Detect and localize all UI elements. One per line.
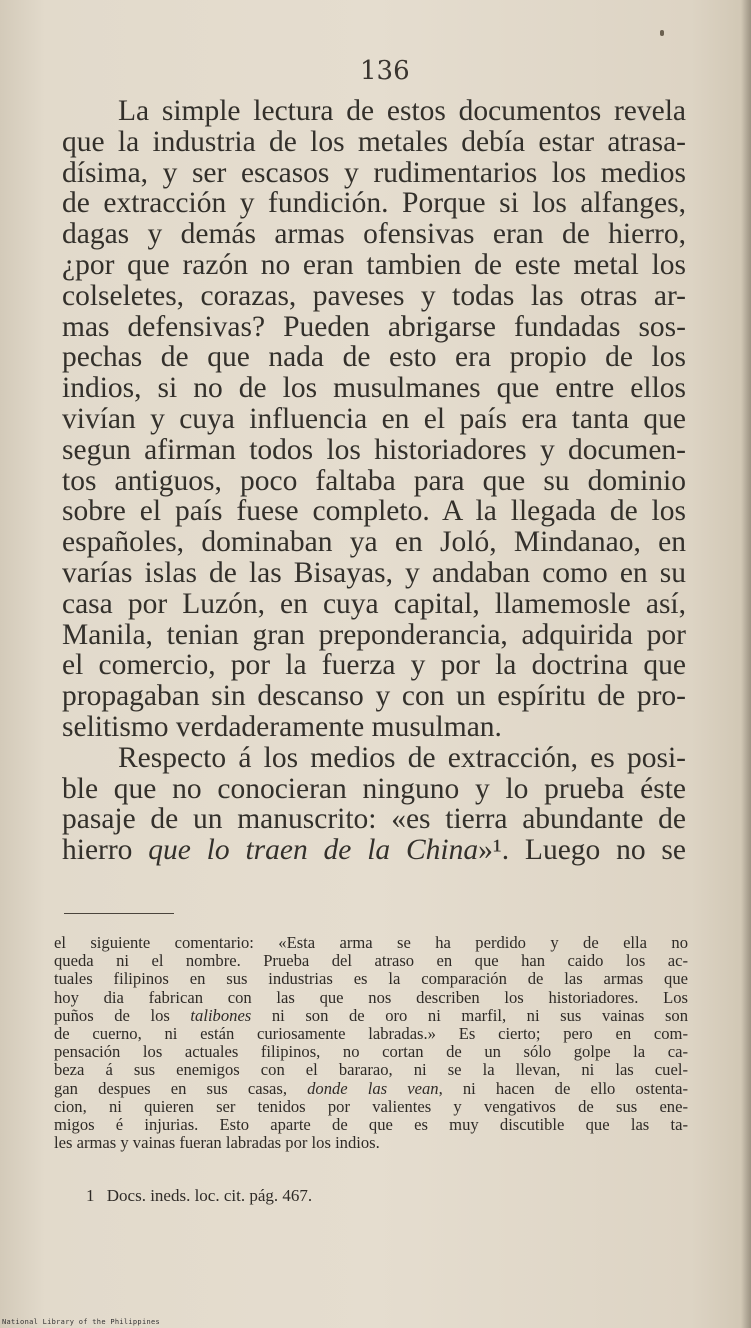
paragraph-1-line: indios, si no de los musulmanes que entre ellos — [62, 372, 686, 405]
footnote-italic: talibones — [190, 1005, 252, 1025]
footnote-line — [54, 1098, 688, 1116]
paragraph-1-line: vivían y cuya influencia en el país era tanta que — [62, 402, 686, 435]
footnote-text-run: , ni hacen de ello ostenta- — [438, 1078, 688, 1098]
paragraph-1-line: de extracción y fundición. Porque si los alfanges, — [62, 187, 686, 220]
footnote-line — [54, 1007, 688, 1025]
footnote-reference — [86, 1186, 320, 1206]
page-number: 136 — [360, 56, 410, 86]
paragraph-1-line: Manila, tenian gran preponderancia, adquirida por — [62, 618, 686, 651]
reference-number: 1 — [86, 1186, 95, 1205]
footnote-line — [54, 934, 688, 952]
footnote-line — [54, 952, 688, 970]
paragraph-2-line: Respecto á los medios de extracción, es posi- — [118, 741, 686, 774]
paragraph-1-line: mas defensivas? Pueden abrigarse fundadas sos- — [62, 310, 686, 343]
paragraph-2-line: pasaje de un manuscrito: «es tierra abundante de — [62, 803, 686, 836]
library-credit: National Library of the Philippines — [2, 1318, 161, 1326]
paragraph-2 — [62, 743, 686, 866]
paragraph-1-line: propagaban sin descanso y con un espíritu de pro- — [62, 680, 686, 713]
line-text: hierro — [62, 834, 149, 867]
footnote-text-run: cion, ni quieren ser tenidos por valientes y vengativos de sus ene- — [54, 1096, 688, 1116]
paragraph-1-line: dagas y demás armas ofensivas eran de hierro, — [62, 218, 686, 251]
footnote-line — [54, 1025, 688, 1043]
footnote-line — [54, 1116, 688, 1134]
footnote-divider — [64, 913, 174, 914]
paragraph-1-line: que la industria de los metales debía estar atrasa- — [62, 125, 686, 158]
footnote-line — [54, 1134, 688, 1152]
footnote-text-run: tuales filipinos en sus industrias es la comparación de las armas que — [54, 969, 688, 989]
footnote-line — [54, 989, 688, 1007]
line-text: »¹. Luego no se — [478, 834, 687, 867]
footnote-text-run: gan despues en sus casas, — [54, 1078, 308, 1098]
paragraph-1 — [62, 96, 686, 743]
footnote-italic: donde las vean — [307, 1078, 439, 1098]
footnote-text-run: les armas y vainas fueran labradas por los indios. — [54, 1133, 380, 1153]
footnote-line — [54, 970, 688, 988]
footnote-text-run: queda ni el nombre. Prueba del atraso en que han caido los ac- — [54, 951, 688, 971]
paragraph-1-line: segun afirman todos los historiadores y documen- — [62, 433, 686, 466]
footnote-text-run: ni son de oro ni marfil, ni sus vainas son — [251, 1005, 688, 1025]
paragraph-1-line: pechas de que nada de esto era propio de los — [62, 341, 686, 374]
reference-text: Docs. ineds. loc. cit. pág. 467. — [106, 1186, 313, 1205]
paragraph-1-line: sobre el país fuese completo. A la llegada de los — [62, 495, 686, 528]
quoted-phrase: que lo traen de la China — [148, 834, 479, 867]
footnote-line — [54, 1043, 688, 1061]
main-text — [62, 96, 686, 866]
footnote-text — [54, 934, 688, 1152]
paragraph-1-line: casa por Luzón, en cuya capital, llamemosle así, — [62, 587, 686, 620]
footnote-line — [54, 1080, 688, 1098]
footnote-line — [54, 1061, 688, 1079]
footnote-text-run: hoy dia fabrican con las que nos describen los historiadores. Los — [54, 987, 688, 1007]
ink-speck — [660, 30, 664, 36]
footnote-text-run: migos é injurias. Esto aparte de que es muy discutible que las ta- — [54, 1115, 688, 1135]
paragraph-1-line: españoles, dominaban ya en Joló, Mindanao, en — [62, 526, 686, 559]
paragraph-1-line: selitismo verdaderamente musulman. — [62, 710, 502, 743]
paragraph-2-line: ble que no conocieran ninguno y lo prueba éste — [62, 772, 686, 805]
paragraph-1-line: el comercio, por la fuerza y por la doctrina que — [62, 649, 686, 682]
paragraph-1-line: La simple lectura de estos documentos revela — [118, 95, 686, 127]
page-edge-shadow — [741, 0, 751, 1328]
footnote-text-run: pensación los actuales filipinos, no cortan de un sólo golpe la ca- — [54, 1042, 688, 1062]
footnote-text-run: el siguiente comentario: «Esta arma se ha perdido y de ella no — [54, 933, 688, 952]
paragraph-1-line: varías islas de las Bisayas, y andaban como en su — [62, 556, 686, 589]
paragraph-2-line — [62, 835, 686, 866]
footnote-text-run: beza á sus enemigos con el bararao, ni se la llevan, ni las cuel- — [54, 1060, 688, 1080]
paragraph-1-line: tos antiguos, poco faltaba para que su dominio — [62, 464, 686, 497]
paragraph-1-line: colseletes, corazas, paveses y todas las otras ar- — [62, 279, 686, 312]
footnote-text-run: de cuerno, ni están curiosamente labradas.» Es cierto; pero en com- — [54, 1024, 688, 1044]
paragraph-1-line: dísima, y ser escasos y rudimentarios los medios — [62, 156, 686, 189]
footnote-text-run: puños de los — [54, 1005, 191, 1025]
paragraph-1-line: ¿por que razón no eran tambien de este metal los — [62, 248, 686, 281]
